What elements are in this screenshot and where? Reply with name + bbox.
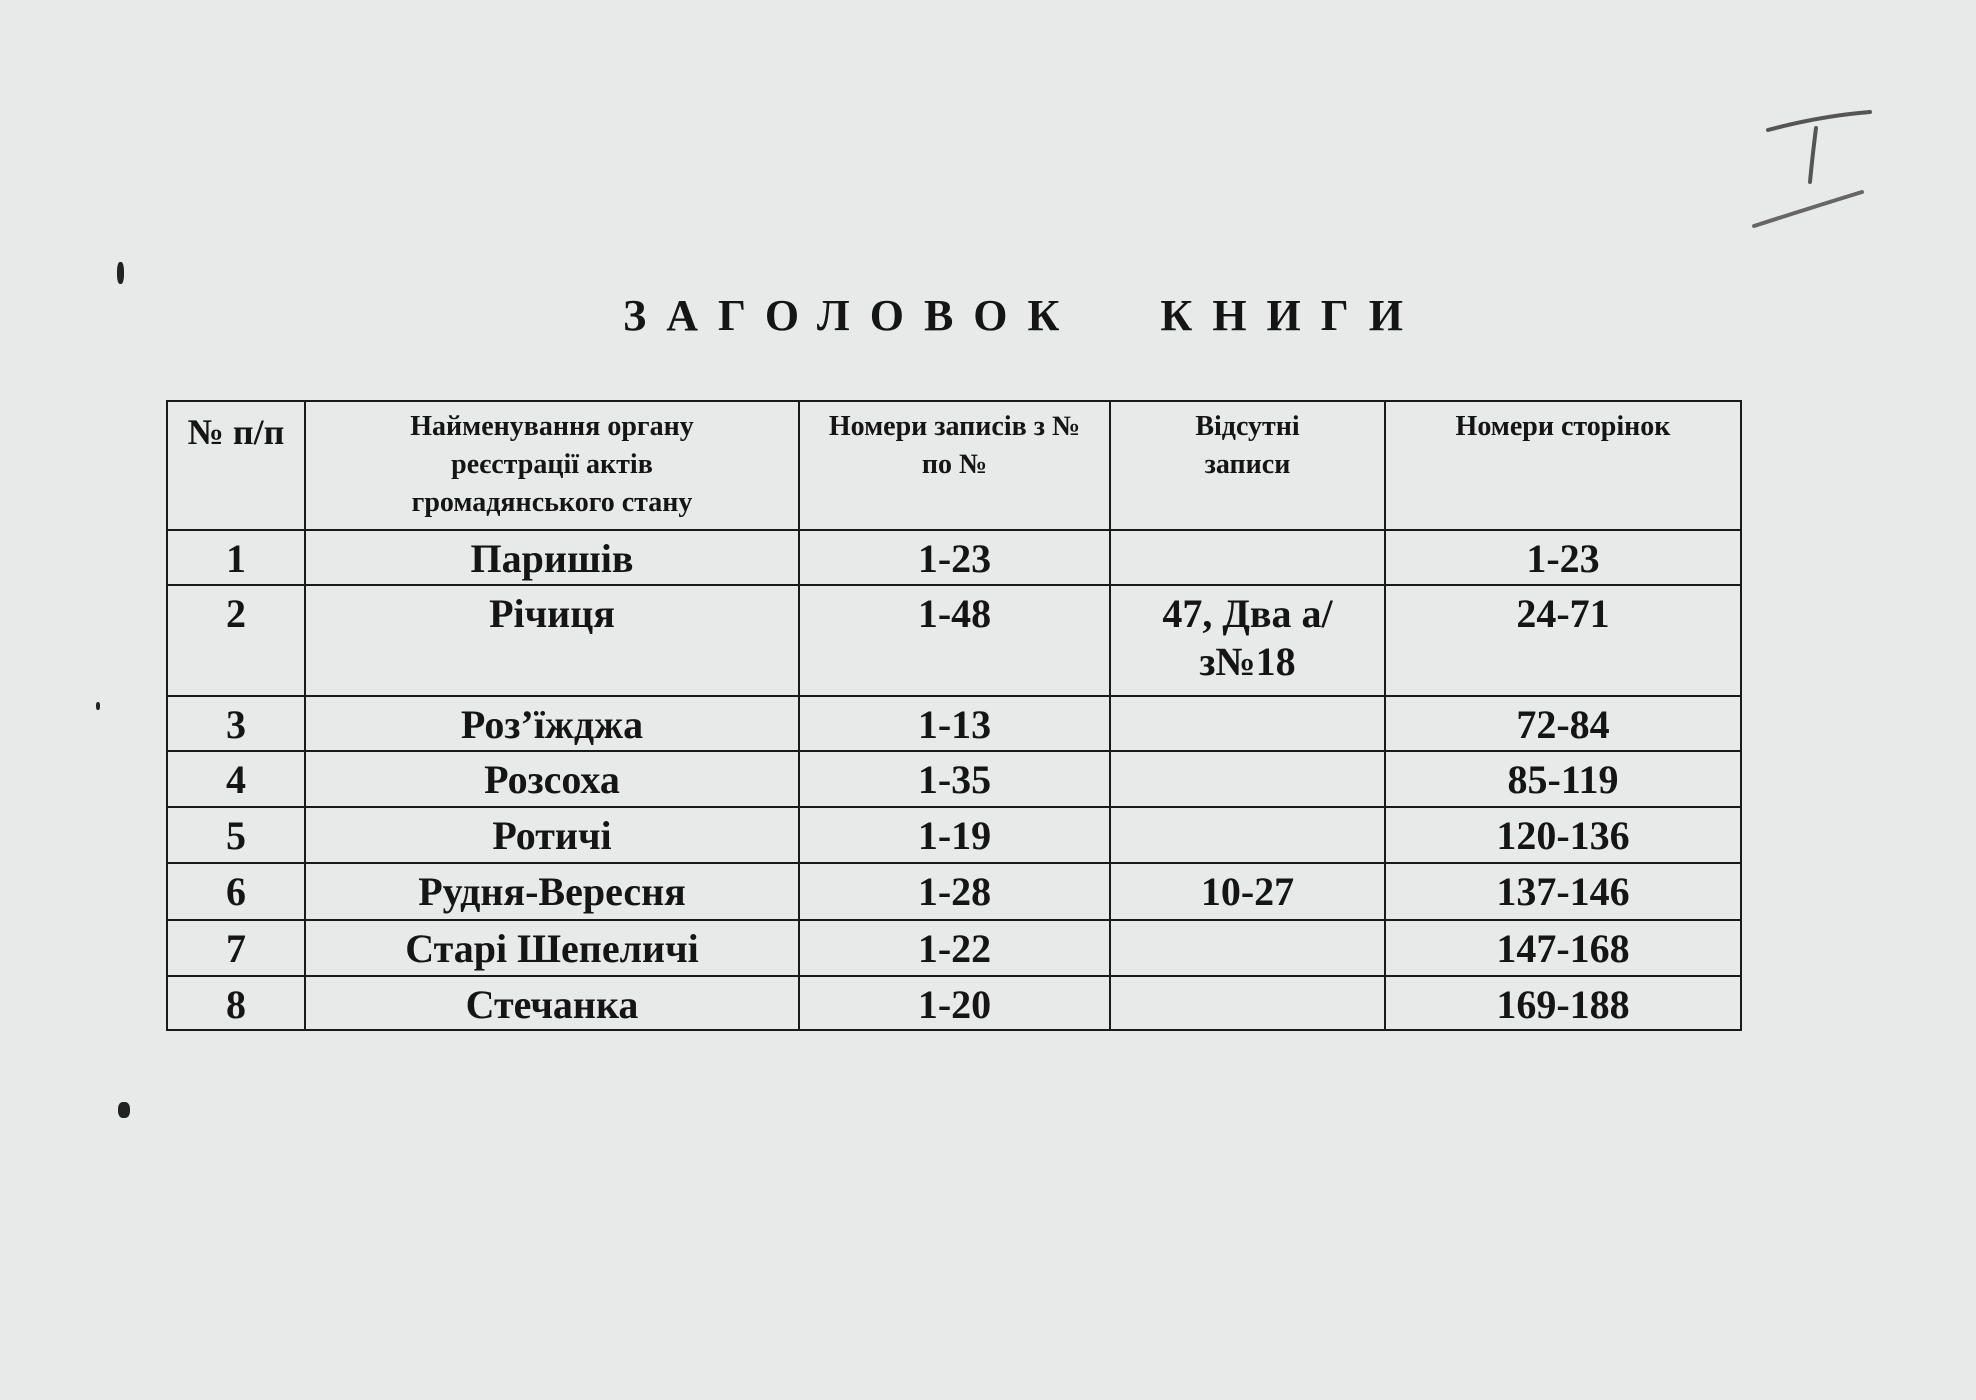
page-numbers: 85-119 — [1385, 751, 1741, 807]
page-numbers: 120-136 — [1385, 807, 1741, 863]
table-row — [167, 530, 1741, 585]
table-header-row — [167, 401, 1741, 530]
row-number: 1 — [167, 530, 305, 585]
registry-office: Рудня-Вересня — [305, 863, 799, 920]
page-numbers: 137-146 — [1385, 863, 1741, 920]
registry-office: Паришів — [305, 530, 799, 585]
header-page-numbers: Номери сторінок — [1385, 401, 1741, 530]
registry-office: Стечанка — [305, 976, 799, 1030]
missing-records — [1110, 920, 1385, 976]
page-numbers: 169-188 — [1385, 976, 1741, 1030]
header-missing-records: Відсутні записи — [1110, 401, 1385, 530]
missing-records — [1110, 696, 1385, 751]
missing-records: 47, Два а/з№18 — [1110, 585, 1385, 696]
row-number: 6 — [167, 863, 305, 920]
record-numbers: 1-20 — [799, 976, 1110, 1030]
registry-office: Ротичі — [305, 807, 799, 863]
record-numbers: 1-48 — [799, 585, 1110, 696]
missing-records — [1110, 530, 1385, 585]
row-number: 2 — [167, 585, 305, 696]
missing-records — [1110, 976, 1385, 1030]
table-row — [167, 863, 1741, 920]
page-numbers: 147-168 — [1385, 920, 1741, 976]
table-row — [167, 920, 1741, 976]
record-numbers: 1-28 — [799, 863, 1110, 920]
book-index-table — [166, 400, 1742, 1031]
page-numbers: 24-71 — [1385, 585, 1741, 696]
registry-office: Старі Шепеличі — [305, 920, 799, 976]
row-number: 7 — [167, 920, 305, 976]
header-number: № п/п — [167, 401, 305, 530]
paper-speck — [117, 262, 124, 284]
missing-records: 10-27 — [1110, 863, 1385, 920]
table-row — [167, 585, 1741, 696]
registry-office: Річиця — [305, 585, 799, 696]
registry-office: Роз’їжджа — [305, 696, 799, 751]
record-numbers: 1-13 — [799, 696, 1110, 751]
record-numbers: 1-19 — [799, 807, 1110, 863]
page-title: ЗАГОЛОВОК КНИГИ — [623, 291, 1423, 340]
paper-speck — [96, 702, 100, 710]
record-numbers: 1-23 — [799, 530, 1110, 585]
record-numbers: 1-35 — [799, 751, 1110, 807]
row-number: 5 — [167, 807, 305, 863]
row-number: 3 — [167, 696, 305, 751]
row-number: 8 — [167, 976, 305, 1030]
page-numbers: 72-84 — [1385, 696, 1741, 751]
header-registry-office: Найменування органу реєстрації актів громадянського стану — [305, 401, 799, 530]
paper-speck — [118, 1102, 130, 1118]
table-row — [167, 807, 1741, 863]
header-record-numbers: Номери записів з № по № — [799, 401, 1110, 530]
missing-records — [1110, 807, 1385, 863]
handwritten-roman-numeral-mark — [1740, 100, 1900, 240]
missing-records — [1110, 751, 1385, 807]
table-row — [167, 696, 1741, 751]
registry-office: Розсоха — [305, 751, 799, 807]
table-row — [167, 751, 1741, 807]
page-numbers: 1-23 — [1385, 530, 1741, 585]
table-row — [167, 976, 1741, 1030]
record-numbers: 1-22 — [799, 920, 1110, 976]
row-number: 4 — [167, 751, 305, 807]
